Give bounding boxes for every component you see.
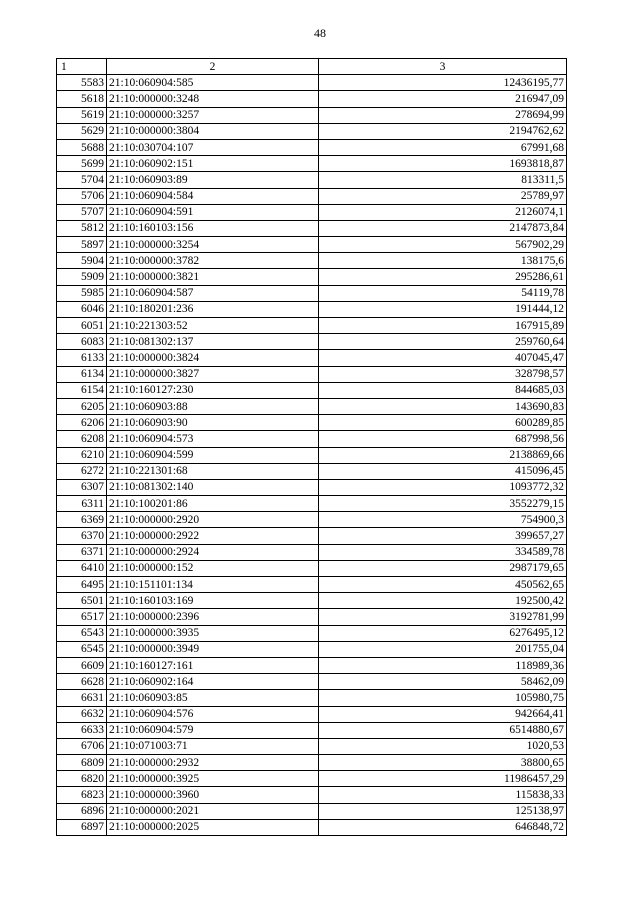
table-row	[57, 560, 567, 576]
cadastral-number: 21:10:160127:161	[107, 657, 319, 673]
table-row	[57, 334, 567, 350]
cadastral-number: 21:10:000000:2025	[107, 819, 319, 835]
table-row	[57, 544, 567, 560]
cadastral-value-table	[56, 58, 567, 836]
cadastral-number: 21:10:000000:3821	[107, 269, 319, 285]
cadastral-number: 21:10:151101:134	[107, 577, 319, 593]
table-row	[57, 398, 567, 414]
cadastral-number: 21:10:000000:2924	[107, 544, 319, 560]
row-number: 6369	[57, 512, 107, 528]
cadastral-value: 754900,3	[319, 512, 567, 528]
cadastral-number: 21:10:180201:236	[107, 301, 319, 317]
row-number: 6501	[57, 593, 107, 609]
table-row	[57, 577, 567, 593]
table-row	[57, 269, 567, 285]
cadastral-number: 21:10:000000:3935	[107, 625, 319, 641]
cadastral-number: 21:10:000000:3254	[107, 237, 319, 253]
cadastral-value: 2147873,84	[319, 220, 567, 236]
cadastral-number: 21:10:160127:230	[107, 382, 319, 398]
table-row	[57, 366, 567, 382]
cadastral-number: 21:10:060903:88	[107, 398, 319, 414]
cadastral-value: 259760,64	[319, 334, 567, 350]
row-number: 6133	[57, 350, 107, 366]
table-row	[57, 172, 567, 188]
table-row	[57, 528, 567, 544]
row-number: 6495	[57, 577, 107, 593]
row-number: 5688	[57, 139, 107, 155]
cadastral-value: 67991,68	[319, 139, 567, 155]
row-number: 5619	[57, 107, 107, 123]
table-row	[57, 301, 567, 317]
cadastral-value: 813311,5	[319, 172, 567, 188]
table-row	[57, 123, 567, 139]
row-number: 6632	[57, 706, 107, 722]
cadastral-value: 2126074,1	[319, 204, 567, 220]
cadastral-number: 21:10:000000:3949	[107, 641, 319, 657]
table-row	[57, 625, 567, 641]
row-number: 5909	[57, 269, 107, 285]
cadastral-value: 25789,97	[319, 188, 567, 204]
row-number: 6208	[57, 431, 107, 447]
table-row	[57, 382, 567, 398]
cadastral-number: 21:10:221303:52	[107, 318, 319, 334]
table-row	[57, 512, 567, 528]
cadastral-number: 21:10:000000:2932	[107, 755, 319, 771]
cadastral-value: 415096,45	[319, 463, 567, 479]
row-number: 5706	[57, 188, 107, 204]
table-row	[57, 690, 567, 706]
table-row	[57, 803, 567, 819]
table-row	[57, 755, 567, 771]
table-row	[57, 75, 567, 91]
cadastral-value: 11986457,29	[319, 771, 567, 787]
row-number: 6051	[57, 318, 107, 334]
cadastral-number: 21:10:000000:3248	[107, 91, 319, 107]
cadastral-value: 407045,47	[319, 350, 567, 366]
row-number: 6205	[57, 398, 107, 414]
table-row	[57, 156, 567, 172]
row-number: 6897	[57, 819, 107, 835]
table-row	[57, 139, 567, 155]
row-number: 5897	[57, 237, 107, 253]
cadastral-number: 21:10:060904:585	[107, 75, 319, 91]
row-number: 6609	[57, 657, 107, 673]
cadastral-value: 216947,09	[319, 91, 567, 107]
cadastral-number: 21:10:000000:3925	[107, 771, 319, 787]
cadastral-value: 54119,78	[319, 285, 567, 301]
page-number: 48	[314, 26, 326, 40]
column-header-2: 2	[107, 59, 319, 75]
cadastral-value: 38800,65	[319, 755, 567, 771]
row-number: 6410	[57, 560, 107, 576]
table-row	[57, 609, 567, 625]
row-number: 6820	[57, 771, 107, 787]
table-row	[57, 220, 567, 236]
row-number: 5583	[57, 75, 107, 91]
table-row	[57, 479, 567, 495]
table-row	[57, 237, 567, 253]
row-number: 6083	[57, 334, 107, 350]
table-row	[57, 318, 567, 334]
cadastral-number: 21:10:060904:587	[107, 285, 319, 301]
cadastral-number: 21:10:000000:2396	[107, 609, 319, 625]
cadastral-number: 21:10:060903:90	[107, 415, 319, 431]
table-row	[57, 674, 567, 690]
row-number: 6896	[57, 803, 107, 819]
cadastral-value: 12436195,77	[319, 75, 567, 91]
cadastral-number: 21:10:060904:573	[107, 431, 319, 447]
cadastral-value: 115838,33	[319, 787, 567, 803]
row-number: 6517	[57, 609, 107, 625]
table-row	[57, 706, 567, 722]
cadastral-value: 450562,65	[319, 577, 567, 593]
cadastral-number: 21:10:060904:584	[107, 188, 319, 204]
row-number: 6628	[57, 674, 107, 690]
cadastral-value: 58462,09	[319, 674, 567, 690]
cadastral-value: 167915,89	[319, 318, 567, 334]
row-number: 6371	[57, 544, 107, 560]
cadastral-number: 21:10:000000:3827	[107, 366, 319, 382]
cadastral-value: 1093772,32	[319, 479, 567, 495]
table-row	[57, 722, 567, 738]
cadastral-value: 844685,03	[319, 382, 567, 398]
cadastral-number: 21:10:160103:156	[107, 220, 319, 236]
table-row	[57, 447, 567, 463]
cadastral-value: 3192781,99	[319, 609, 567, 625]
cadastral-value: 646848,72	[319, 819, 567, 835]
row-number: 5618	[57, 91, 107, 107]
cadastral-number: 21:10:060903:85	[107, 690, 319, 706]
cadastral-number: 21:10:000000:2920	[107, 512, 319, 528]
table-row	[57, 787, 567, 803]
table-row	[57, 496, 567, 512]
table-row	[57, 771, 567, 787]
cadastral-value: 191444,12	[319, 301, 567, 317]
row-number: 5704	[57, 172, 107, 188]
row-number: 5812	[57, 220, 107, 236]
cadastral-number: 21:10:000000:3804	[107, 123, 319, 139]
cadastral-value: 687998,56	[319, 431, 567, 447]
cadastral-number: 21:10:060904:579	[107, 722, 319, 738]
table-body	[57, 75, 567, 836]
row-number: 5629	[57, 123, 107, 139]
cadastral-number: 21:10:030704:107	[107, 139, 319, 155]
cadastral-value: 192500,42	[319, 593, 567, 609]
cadastral-value: 2138869,66	[319, 447, 567, 463]
cadastral-value: 6514880,67	[319, 722, 567, 738]
cadastral-value: 118989,36	[319, 657, 567, 673]
cadastral-number: 21:10:000000:3782	[107, 253, 319, 269]
cadastral-number: 21:10:060903:89	[107, 172, 319, 188]
row-number: 6307	[57, 479, 107, 495]
cadastral-value: 138175,6	[319, 253, 567, 269]
cadastral-number: 21:10:081302:137	[107, 334, 319, 350]
cadastral-value: 2194762,62	[319, 123, 567, 139]
cadastral-value: 295286,61	[319, 269, 567, 285]
row-number: 6272	[57, 463, 107, 479]
cadastral-value: 567902,29	[319, 237, 567, 253]
cadastral-value: 942664,41	[319, 706, 567, 722]
cadastral-value: 105980,75	[319, 690, 567, 706]
table-row	[57, 738, 567, 754]
cadastral-number: 21:10:071003:71	[107, 738, 319, 754]
cadastral-number: 21:10:000000:152	[107, 560, 319, 576]
row-number: 6631	[57, 690, 107, 706]
cadastral-value: 600289,85	[319, 415, 567, 431]
table-row	[57, 657, 567, 673]
table-row	[57, 350, 567, 366]
cadastral-value: 125138,97	[319, 803, 567, 819]
cadastral-number: 21:10:000000:2021	[107, 803, 319, 819]
table-row	[57, 593, 567, 609]
cadastral-number: 21:10:060904:576	[107, 706, 319, 722]
row-number: 6809	[57, 755, 107, 771]
cadastral-value: 2987179,65	[319, 560, 567, 576]
table-row	[57, 253, 567, 269]
row-number: 6543	[57, 625, 107, 641]
table-row	[57, 188, 567, 204]
row-number: 6706	[57, 738, 107, 754]
table-row	[57, 641, 567, 657]
cadastral-number: 21:10:000000:3257	[107, 107, 319, 123]
column-header-3: 3	[319, 59, 567, 75]
cadastral-value: 201755,04	[319, 641, 567, 657]
row-number: 5707	[57, 204, 107, 220]
cadastral-value: 6276495,12	[319, 625, 567, 641]
cadastral-number: 21:10:000000:3960	[107, 787, 319, 803]
table-row	[57, 819, 567, 835]
cadastral-value: 3552279,15	[319, 496, 567, 512]
cadastral-number: 21:10:000000:2922	[107, 528, 319, 544]
row-number: 5985	[57, 285, 107, 301]
cadastral-number: 21:10:060902:151	[107, 156, 319, 172]
row-number: 6210	[57, 447, 107, 463]
cadastral-value: 399657,27	[319, 528, 567, 544]
cadastral-number: 21:10:081302:140	[107, 479, 319, 495]
cadastral-number: 21:10:060904:599	[107, 447, 319, 463]
table-row	[57, 91, 567, 107]
row-number: 6311	[57, 496, 107, 512]
cadastral-number: 21:10:100201:86	[107, 496, 319, 512]
table-row	[57, 285, 567, 301]
cadastral-value: 278694,99	[319, 107, 567, 123]
table-header-row	[57, 59, 567, 75]
column-header-1: 1	[57, 59, 107, 75]
cadastral-number: 21:10:060904:591	[107, 204, 319, 220]
cadastral-number: 21:10:000000:3824	[107, 350, 319, 366]
cadastral-value: 328798,57	[319, 366, 567, 382]
row-number: 5699	[57, 156, 107, 172]
row-number: 6823	[57, 787, 107, 803]
cadastral-value: 1020,53	[319, 738, 567, 754]
row-number: 6046	[57, 301, 107, 317]
row-number: 6545	[57, 641, 107, 657]
row-number: 6154	[57, 382, 107, 398]
row-number: 6134	[57, 366, 107, 382]
cadastral-value: 143690,83	[319, 398, 567, 414]
cadastral-value: 1693818,87	[319, 156, 567, 172]
table-row	[57, 415, 567, 431]
cadastral-number: 21:10:060902:164	[107, 674, 319, 690]
cadastral-number: 21:10:221301:68	[107, 463, 319, 479]
row-number: 6206	[57, 415, 107, 431]
table-row	[57, 204, 567, 220]
row-number: 6370	[57, 528, 107, 544]
table-row	[57, 107, 567, 123]
row-number: 5904	[57, 253, 107, 269]
row-number: 6633	[57, 722, 107, 738]
table-row	[57, 463, 567, 479]
cadastral-number: 21:10:160103:169	[107, 593, 319, 609]
cadastral-value: 334589,78	[319, 544, 567, 560]
table-row	[57, 431, 567, 447]
